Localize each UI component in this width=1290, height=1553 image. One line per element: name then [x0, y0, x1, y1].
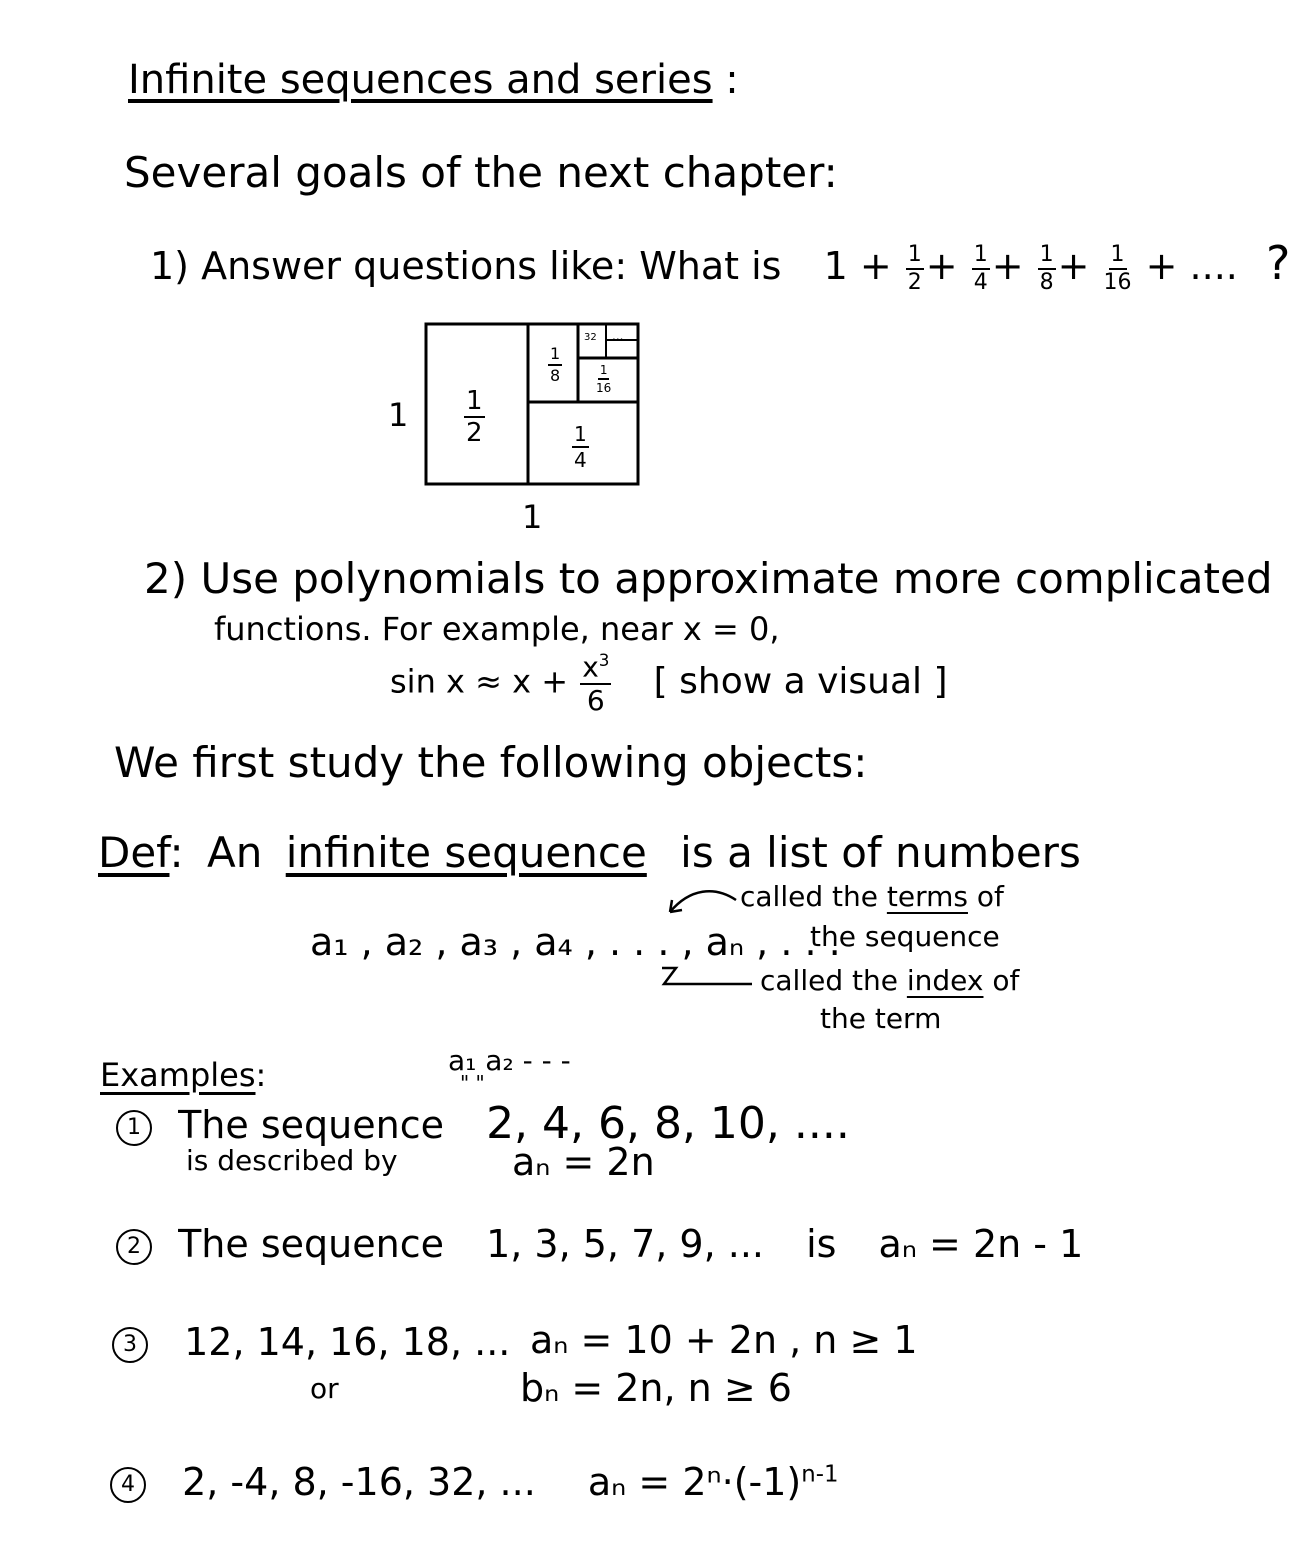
- examples-heading: Examples:: [100, 1056, 267, 1094]
- first-study-line: We first study the following objects:: [114, 738, 868, 787]
- terms-note: called the terms of: [740, 880, 1004, 913]
- sequence-display: a₁ , a₂ , a₃ , a₄ , . . . , aₙ , . . .: [310, 920, 841, 964]
- example-1-described: is described by: [186, 1144, 398, 1177]
- example-2-number: 2: [116, 1229, 152, 1265]
- def-label: Def: [98, 828, 170, 877]
- fraction-quarter: $\frac{1}{4}$: [973, 241, 988, 295]
- definition-line: Def: An infinite sequence is a list of numbers: [98, 828, 1081, 877]
- series-end: + ....: [1145, 244, 1238, 288]
- examples-index-header: a₁ a₂ - - -: [448, 1044, 571, 1077]
- terms-note-line-2: the sequence: [810, 920, 1000, 953]
- infinite-sequence-term: infinite sequence: [285, 828, 647, 877]
- index-note-line-2: the term: [820, 1002, 942, 1035]
- example-3-number: 3: [112, 1327, 148, 1363]
- example-4: 4 2, -4, 8, -16, 32, ... $a_n = 2^n\cdot(-1)^{n-1}$: [110, 1462, 838, 1504]
- example-1-formula: aₙ = 2n: [512, 1140, 655, 1184]
- example-1: 1 The sequence 2, 4, 6, 8, 10, ....: [116, 1100, 850, 1148]
- sin-approximation: [390, 650, 948, 718]
- fraction-sixteenth: $\frac{1}{16}$: [1103, 241, 1132, 295]
- fraction-half: $\frac{1}{2}$: [907, 241, 922, 295]
- index-arrow: [656, 964, 756, 994]
- example-3-formula-2: bₙ = 2n, n ≥ 6: [520, 1366, 792, 1410]
- example-4-formula: $a_n = 2^n\cdot(-1)^{n-1}$: [587, 1460, 839, 1504]
- index-note: called the index of: [760, 964, 1020, 997]
- series-start: 1 +: [823, 244, 892, 288]
- sixteenth-label: $\frac{1}{16}$: [596, 363, 612, 395]
- title-text: Infinite sequences and series: [128, 57, 713, 103]
- examples-index-marks: " ": [460, 1071, 485, 1095]
- example-1-number: 1: [116, 1110, 152, 1146]
- geometric-series-square-diagram: [420, 318, 645, 490]
- terms-arrow: [660, 884, 740, 924]
- example-4-number: 4: [110, 1467, 146, 1503]
- goal-2-line-1: 2) Use polynomials to approximate more complicated: [144, 554, 1273, 603]
- example-3-or: or: [310, 1372, 339, 1405]
- thirtysecond-label: 32: [584, 332, 597, 343]
- fraction-eighth: $\frac{1}{8}$: [1039, 241, 1054, 295]
- example-2: 2 The sequence 1, 3, 5, 7, 9, ... is aₙ = 2n - 1: [116, 1224, 1083, 1266]
- goal-1: 1) Answer questions like: What is 1 + $\frac{1}{2}$ + $\frac{1}{4}$ + $\frac{1}{8}$ + $\frac{1}{16}$ + .... ?: [150, 236, 1290, 295]
- title-colon: :: [725, 57, 739, 103]
- goal-1-prefix: 1) Answer questions like: What is: [150, 244, 782, 288]
- goals-heading: Several goals of the next chapter:: [124, 148, 838, 197]
- diagram-left-label: 1: [388, 396, 409, 434]
- diagram-bottom-label: 1: [522, 498, 543, 536]
- sin-lhs: sin x ≈ x +: [390, 662, 569, 701]
- tiny-dots-label: ...: [612, 329, 624, 343]
- question-mark: ?: [1265, 236, 1290, 290]
- page-title: [128, 58, 739, 102]
- example-3-formula-1: aₙ = 10 + 2n , n ≥ 1: [530, 1318, 918, 1362]
- show-visual-note: [ show a visual ]: [653, 660, 948, 702]
- eighth-label: $\frac{1}{8}$: [550, 344, 561, 385]
- half-label: $\frac{1}{2}$: [466, 386, 483, 448]
- x-cubed-over-six: $\frac{x^3}{6}$: [582, 650, 610, 718]
- quarter-label: $\frac{1}{4}$: [574, 422, 587, 472]
- example-3: 3 12, 14, 16, 18, ...: [112, 1322, 510, 1364]
- goal-2-line-2: functions. For example, near x = 0,: [214, 610, 780, 648]
